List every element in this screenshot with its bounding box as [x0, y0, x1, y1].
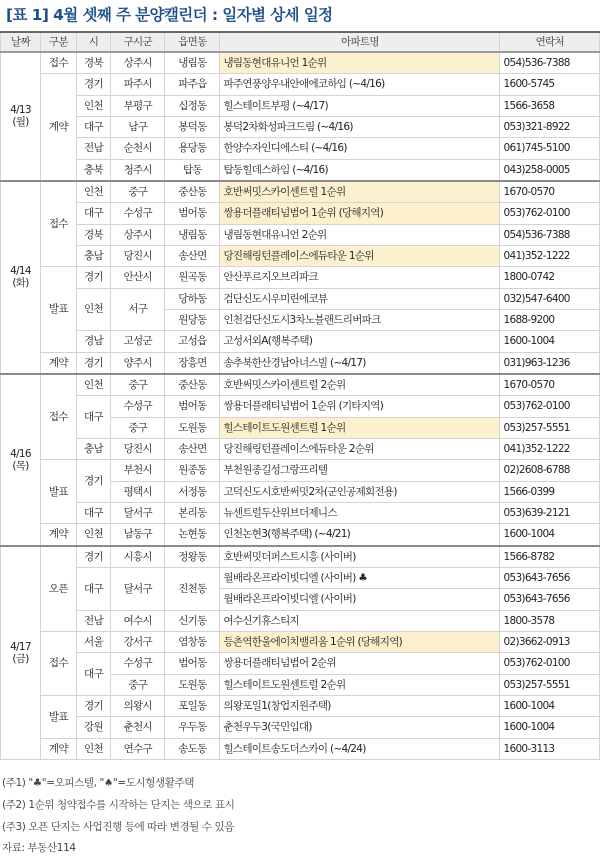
footnotes — [2, 773, 234, 860]
sido-cell: 경기 — [76, 695, 111, 716]
district-cell: 중구 — [111, 674, 165, 695]
district-cell: 수성구 — [111, 203, 165, 224]
table-row — [1, 159, 600, 181]
district-cell: 달서구 — [111, 567, 165, 610]
phone-cell: 053)257-5551 — [500, 417, 600, 438]
town-cell: 원당동 — [165, 309, 220, 330]
footnote-3: (주3) 오픈 단지는 사업진행 등에 따라 변경될 수 있음 — [2, 820, 235, 833]
phone-cell: 1566-8782 — [500, 546, 600, 568]
town-cell: 봉덕동 — [165, 116, 220, 137]
date-cell: 4/13 (월) — [1, 52, 41, 181]
district-cell: 수성구 — [111, 396, 165, 417]
apartment-cell: 고성서외A(행복주택) — [220, 331, 500, 352]
sido-cell: 인천 — [76, 181, 111, 203]
town-cell: 중산동 — [165, 374, 220, 396]
phone-cell: 053)762-0100 — [500, 203, 600, 224]
table-row — [1, 116, 600, 137]
sido-cell: 대구 — [76, 396, 111, 439]
sido-cell: 대구 — [76, 502, 111, 523]
town-cell: 장흥면 — [165, 352, 220, 374]
town-cell: 파주읍 — [165, 74, 220, 95]
town-cell: 진천동 — [165, 567, 220, 610]
apartment-cell: 춘천우두3(국민임대) — [220, 717, 500, 738]
apartment-cell: 인천검단신도시3차노블랜드리버파크 — [220, 309, 500, 330]
apartment-cell: 안산푸르지오브리파크 — [220, 267, 500, 288]
district-cell: 상주시 — [111, 52, 165, 74]
apartment-cell: 호반써밋더퍼스트시흥 (사이버) — [220, 546, 500, 568]
district-cell: 연수구 — [111, 738, 165, 759]
apartment-cell: 파주연풍양우내안애에코하임 (~4/16) — [220, 74, 500, 95]
sido-cell: 대구 — [76, 567, 111, 610]
header-phone: 연락처 — [500, 32, 600, 52]
type-cell: 접수 — [41, 52, 77, 74]
district-cell: 중구 — [111, 417, 165, 438]
town-cell: 범어동 — [165, 396, 220, 417]
apartment-cell: 한양수자인디에스티 (~4/16) — [220, 138, 500, 159]
apartment-cell: 인천논현3(행복주택) (~4/21) — [220, 524, 500, 546]
district-cell: 안산시 — [111, 267, 165, 288]
table-row — [1, 352, 600, 374]
sido-cell: 경기 — [76, 546, 111, 568]
sido-cell: 충남 — [76, 438, 111, 459]
sido-cell: 충남 — [76, 245, 111, 266]
district-cell: 의왕시 — [111, 695, 165, 716]
sido-cell: 충북 — [76, 159, 111, 181]
sido-cell: 경북 — [76, 52, 111, 74]
town-cell: 도원동 — [165, 674, 220, 695]
type-cell: 접수 — [41, 374, 77, 460]
district-cell: 청주시 — [111, 159, 165, 181]
table-row — [1, 95, 600, 116]
district-cell: 부평구 — [111, 95, 165, 116]
phone-cell: 02)3662-0913 — [500, 631, 600, 652]
phone-cell: 054)536-7388 — [500, 224, 600, 245]
header-town: 읍면동 — [165, 32, 220, 52]
town-cell: 논현동 — [165, 524, 220, 546]
sido-cell: 전남 — [76, 138, 111, 159]
apartment-cell: 검단신도시우미린에코뷰 — [220, 288, 500, 309]
phone-cell: 02)2608-6788 — [500, 460, 600, 481]
phone-cell: 1600-1004 — [500, 524, 600, 546]
sido-cell: 경기 — [76, 352, 111, 374]
town-cell: 도원동 — [165, 417, 220, 438]
table-row — [1, 653, 600, 674]
district-cell: 당진시 — [111, 438, 165, 459]
phone-cell: 1670-0570 — [500, 181, 600, 203]
table-row — [1, 224, 600, 245]
date-cell: 4/14 (화) — [1, 181, 41, 374]
sido-cell: 인천 — [76, 738, 111, 759]
town-cell: 고성읍 — [165, 331, 220, 352]
header-apartment: 아파트명 — [220, 32, 500, 52]
apartment-cell: 송추북한산경남아너스빌 (~4/17) — [220, 352, 500, 374]
phone-cell: 053)762-0100 — [500, 653, 600, 674]
town-cell: 서정동 — [165, 481, 220, 502]
town-cell: 송산면 — [165, 245, 220, 266]
table-row — [1, 331, 600, 352]
page-title: [표 1] 4월 셋째 주 분양캘린더 : 일자별 상세 일정 — [6, 6, 333, 24]
district-cell: 상주시 — [111, 224, 165, 245]
sido-cell: 강원 — [76, 717, 111, 738]
district-cell: 고성군 — [111, 331, 165, 352]
phone-cell: 1600-1004 — [500, 695, 600, 716]
apartment-cell: 힐스테이트도원센트럴 1순위 — [220, 417, 500, 438]
apartment-cell: 힐스테이트송도더스카이 (~4/24) — [220, 738, 500, 759]
phone-cell: 1670-0570 — [500, 374, 600, 396]
apartment-cell: 여수신기휴스티지 — [220, 610, 500, 631]
type-cell: 발표 — [41, 695, 77, 738]
town-cell: 염창동 — [165, 631, 220, 652]
header-district: 구시군 — [111, 32, 165, 52]
sido-cell: 경남 — [76, 331, 111, 352]
table-row — [1, 546, 600, 568]
town-cell: 냉림동 — [165, 52, 220, 74]
district-cell: 춘천시 — [111, 717, 165, 738]
apartment-cell: 쌍용더플래티넘범어 1순위 (당해지역) — [220, 203, 500, 224]
town-cell: 십정동 — [165, 95, 220, 116]
apartment-cell: 쌍용더플래티넘범어 1순위 (기타지역) — [220, 396, 500, 417]
district-cell: 양주시 — [111, 352, 165, 374]
district-cell: 평택시 — [111, 481, 165, 502]
sido-cell: 경북 — [76, 224, 111, 245]
table-row — [1, 631, 600, 652]
table-row — [1, 52, 600, 74]
apartment-cell: 당진해링턴플레이스에듀타운 2순위 — [220, 438, 500, 459]
table-row — [1, 138, 600, 159]
sido-cell: 인천 — [76, 374, 111, 396]
phone-cell: 053)762-0100 — [500, 396, 600, 417]
district-cell: 서구 — [111, 288, 165, 331]
sido-cell: 대구 — [76, 203, 111, 224]
footnote-2: (주2) 1순위 청약접수를 시작하는 단지는 색으로 표시 — [2, 798, 235, 811]
town-cell: 원곡동 — [165, 267, 220, 288]
phone-cell: 054)536-7388 — [500, 52, 600, 74]
apartment-cell: 등촌역한울에이치밸리움 1순위 (당해지역) — [220, 631, 500, 652]
footnote-1: (주1) "♣"=오피스텔, "♠"=도시형생활주택 — [2, 777, 194, 789]
district-cell: 중구 — [111, 374, 165, 396]
apartment-cell: 호반써밋스카이센트럴 2순위 — [220, 374, 500, 396]
type-cell: 계약 — [41, 524, 77, 546]
sido-cell: 대구 — [76, 653, 111, 696]
district-cell: 부천시 — [111, 460, 165, 481]
district-cell: 남동구 — [111, 524, 165, 546]
apartment-cell: 탑동힐데스하임 (~4/16) — [220, 159, 500, 181]
apartment-cell: 당진해링턴플레이스에듀타운 1순위 — [220, 245, 500, 266]
phone-cell: 041)352-1222 — [500, 438, 600, 459]
apartment-cell: 힐스테이트도원센트럴 2순위 — [220, 674, 500, 695]
table-row — [1, 267, 600, 288]
town-cell: 포일동 — [165, 695, 220, 716]
sido-cell: 경기 — [76, 74, 111, 95]
table-row — [1, 695, 600, 716]
date-cell: 4/17 (금) — [1, 546, 41, 760]
phone-cell: 1688-9200 — [500, 309, 600, 330]
town-cell: 범어동 — [165, 653, 220, 674]
apartment-cell: 냉림동현대유니언 2순위 — [220, 224, 500, 245]
table-row — [1, 374, 600, 396]
table-row — [1, 738, 600, 759]
sido-cell: 서울 — [76, 631, 111, 652]
town-cell: 신기동 — [165, 610, 220, 631]
type-cell: 접수 — [41, 631, 77, 695]
sido-cell: 경기 — [76, 460, 111, 503]
phone-cell: 1566-0399 — [500, 481, 600, 502]
phone-cell: 053)257-5551 — [500, 674, 600, 695]
type-cell: 발표 — [41, 460, 77, 524]
district-cell: 수성구 — [111, 653, 165, 674]
apartment-cell: 힐스테이트부평 (~4/17) — [220, 95, 500, 116]
phone-cell: 031)963-1236 — [500, 352, 600, 374]
apartment-cell: 냉림동현대유니언 1순위 — [220, 52, 500, 74]
district-cell: 여수시 — [111, 610, 165, 631]
sido-cell: 인천 — [76, 524, 111, 546]
phone-cell: 043)258-0005 — [500, 159, 600, 181]
table-row — [1, 203, 600, 224]
phone-cell: 053)639-2121 — [500, 502, 600, 523]
apartment-cell: 월배라온프라이빗디엘 (사이버) ♣ — [220, 567, 500, 588]
apartment-cell: 월배라온프라이빗디엘 (사이버) — [220, 589, 500, 610]
sido-cell: 인천 — [76, 95, 111, 116]
phone-cell: 053)643-7656 — [500, 567, 600, 588]
type-cell: 접수 — [41, 181, 77, 267]
district-cell: 순천시 — [111, 138, 165, 159]
sido-cell: 인천 — [76, 288, 111, 331]
town-cell: 송도동 — [165, 738, 220, 759]
district-cell: 중구 — [111, 181, 165, 203]
phone-cell: 061)745-5100 — [500, 138, 600, 159]
table-row — [1, 74, 600, 95]
source-note: 자료: 부동산114 — [2, 842, 76, 855]
phone-cell: 1800-0742 — [500, 267, 600, 288]
phone-cell: 032)547-6400 — [500, 288, 600, 309]
phone-cell: 1600-5745 — [500, 74, 600, 95]
sido-cell: 전남 — [76, 610, 111, 631]
town-cell: 본리동 — [165, 502, 220, 523]
town-cell: 우두동 — [165, 717, 220, 738]
type-cell: 계약 — [41, 74, 77, 181]
apartment-cell: 부천원종길성그랑프리텔 — [220, 460, 500, 481]
phone-cell: 1566-3658 — [500, 95, 600, 116]
header-sido: 시 — [76, 32, 111, 52]
table-row — [1, 717, 600, 738]
table-row — [1, 567, 600, 588]
phone-cell: 1600-3113 — [500, 738, 600, 759]
table-row — [1, 396, 600, 417]
town-cell: 원종동 — [165, 460, 220, 481]
table-row — [1, 524, 600, 546]
apartment-cell: 뉴센트럴두산위브더제니스 — [220, 502, 500, 523]
table-header-row — [1, 32, 600, 52]
phone-cell: 053)321-8922 — [500, 116, 600, 137]
phone-cell: 041)352-1222 — [500, 245, 600, 266]
apartment-cell: 봉덕2차화성파크드림 (~4/16) — [220, 116, 500, 137]
phone-cell: 1600-1004 — [500, 331, 600, 352]
table-row — [1, 438, 600, 459]
phone-cell: 053)643-7656 — [500, 589, 600, 610]
table-row — [1, 460, 600, 481]
district-cell: 당진시 — [111, 245, 165, 266]
apartment-cell: 쌍용더플래티넘범어 2순위 — [220, 653, 500, 674]
apartment-cell: 고덕신도시호반써밋2차(군인공제회전용) — [220, 481, 500, 502]
town-cell: 당하동 — [165, 288, 220, 309]
sido-cell: 대구 — [76, 116, 111, 137]
town-cell: 탑동 — [165, 159, 220, 181]
type-cell: 계약 — [41, 352, 77, 374]
header-date: 날짜 — [1, 32, 41, 52]
table-row — [1, 502, 600, 523]
district-cell: 남구 — [111, 116, 165, 137]
type-cell: 발표 — [41, 267, 77, 352]
schedule-table — [0, 31, 600, 760]
table-row — [1, 610, 600, 631]
table-row — [1, 181, 600, 203]
town-cell: 냉림동 — [165, 224, 220, 245]
table-row — [1, 245, 600, 266]
district-cell: 달서구 — [111, 502, 165, 523]
date-cell: 4/16 (목) — [1, 374, 41, 546]
town-cell: 범어동 — [165, 203, 220, 224]
type-cell: 계약 — [41, 738, 77, 759]
apartment-cell: 의왕포일1(창업지원주택) — [220, 695, 500, 716]
phone-cell: 1600-1004 — [500, 717, 600, 738]
district-cell: 강서구 — [111, 631, 165, 652]
apartment-cell: 호반써밋스카이센트럴 1순위 — [220, 181, 500, 203]
sido-cell: 경기 — [76, 267, 111, 288]
town-cell: 송산면 — [165, 438, 220, 459]
type-cell: 오픈 — [41, 546, 77, 632]
district-cell: 시흥시 — [111, 546, 165, 568]
town-cell: 중산동 — [165, 181, 220, 203]
phone-cell: 1800-3578 — [500, 610, 600, 631]
header-type: 구분 — [41, 32, 77, 52]
town-cell: 정왕동 — [165, 546, 220, 568]
district-cell: 파주시 — [111, 74, 165, 95]
town-cell: 용당동 — [165, 138, 220, 159]
table-row — [1, 288, 600, 309]
